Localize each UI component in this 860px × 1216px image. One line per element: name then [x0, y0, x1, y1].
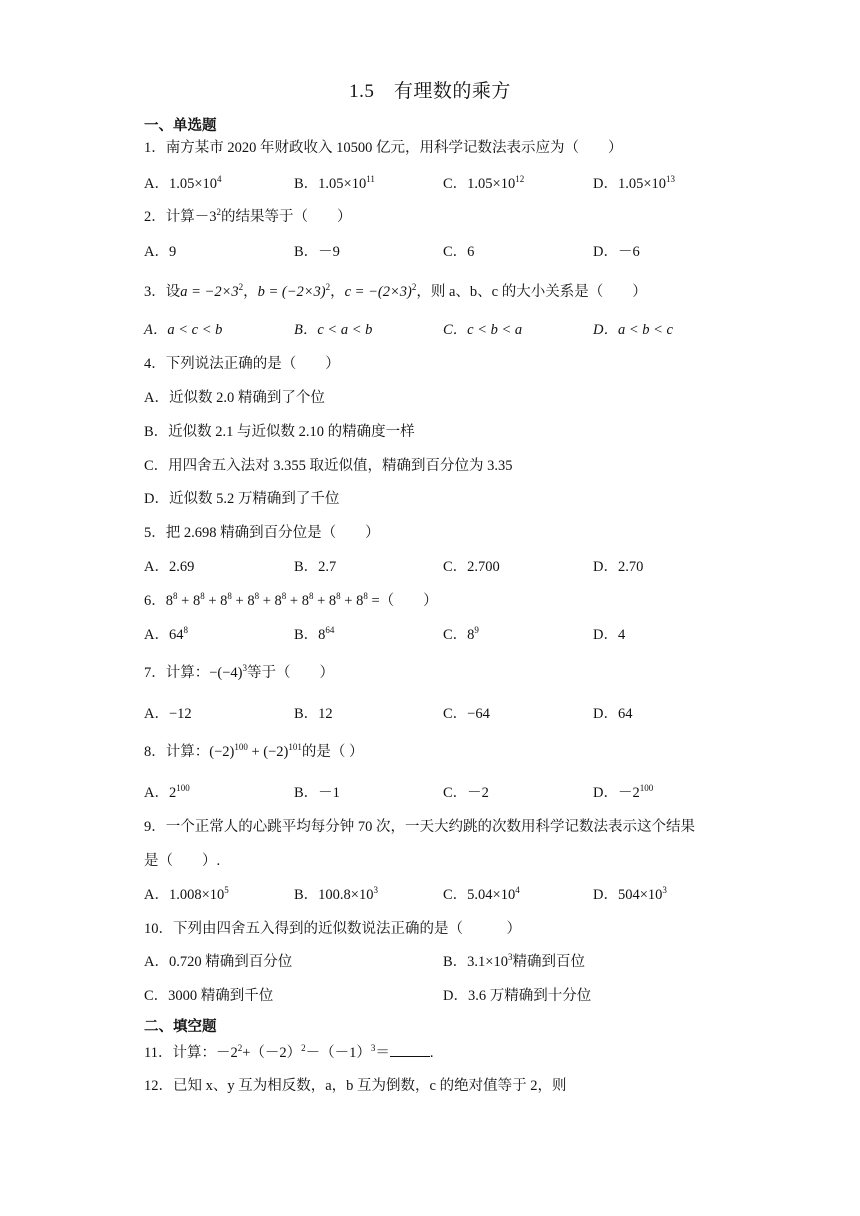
- question-9-stem-line-1: 9．一个正常人的心跳平均每分钟 70 次，一天大约跳的次数用科学记数法表示这个结果: [144, 819, 695, 835]
- question-3-stem: 3．设$a = -2\times 3^2$，$b = (-2\times 3)^2$，$c = -(2\times 3)^2$，则 a、b、c 的大小关系是（ ）: [144, 282, 647, 300]
- question-9-option-a[interactable]: A．$1.008\times 10^5$: [144, 885, 229, 903]
- question-9-stem-line-2: 是（ ）.: [144, 853, 221, 869]
- question-5-option-b[interactable]: B．2.7: [294, 559, 337, 575]
- question-4-option-c[interactable]: C．用四舍五入法对 3.355 取近似值，精确到百分位为 3.35: [144, 458, 513, 474]
- question-7-option-a[interactable]: A．−12: [144, 706, 192, 722]
- question-8-option-d[interactable]: D．$-2^{100}$: [593, 783, 654, 801]
- question-1-option-a[interactable]: A．$1.05\times 10^4$: [144, 174, 222, 192]
- power-exponent: 8: [254, 591, 260, 602]
- question-4-option-d[interactable]: D．近似数 5.2 万精确到了千位: [144, 491, 340, 507]
- question-10-option-b[interactable]: B．$3.1\times 10^3$精确到百位: [443, 952, 585, 970]
- power-exponent: 8: [173, 591, 178, 602]
- question-5-stem: 5．把 2.698 精确到百分位是（ ）: [144, 525, 380, 541]
- question-7-option-b[interactable]: B．12: [294, 706, 333, 722]
- section-heading-fill-in: 二、填空题: [144, 1019, 217, 1035]
- question-2-option-a[interactable]: A．9: [144, 244, 177, 260]
- power-base: 8: [356, 593, 364, 609]
- question-9-option-b[interactable]: B．$100.8\times 10^3$: [294, 885, 378, 903]
- power-base: 8: [328, 593, 337, 609]
- question-3-option-a[interactable]: A．a < c < b: [144, 322, 223, 338]
- question-10-option-c[interactable]: C．3000 精确到千位: [144, 988, 274, 1004]
- power-exponent: 8: [308, 591, 314, 602]
- question-7-option-c[interactable]: C．−64: [443, 706, 490, 722]
- question-5-option-a[interactable]: A．2.69: [144, 559, 195, 575]
- question-4-stem: 4．下列说法正确的是（ ）: [144, 356, 340, 372]
- power-base: 8: [274, 593, 282, 609]
- power-base: 8: [301, 593, 309, 609]
- power-base: 8: [192, 593, 201, 609]
- question-4-option-a[interactable]: A．近似数 2.0 精确到了个位: [144, 390, 325, 406]
- power-exponent: 8: [227, 591, 232, 602]
- question-10-option-a[interactable]: A．0.720 精确到百分位: [144, 954, 293, 970]
- question-5-option-c[interactable]: C．2.700: [443, 559, 500, 575]
- power-base: 8: [220, 593, 228, 609]
- question-6-option-a[interactable]: A．$64^8$: [144, 625, 188, 643]
- question-11-answer-blank[interactable]: [390, 1042, 430, 1057]
- question-6-sum-expression: [166, 593, 368, 609]
- question-12-stem: 12．已知 x、y 互为相反数，a，b 互为倒数，c 的绝对值等于 2，则: [144, 1078, 567, 1094]
- question-6-stem: 6．$8^8 + 8^8 + 8^8 + 8^8 + 8^8 + 8^8 + 8^8 + 8^8$ =（ ）: [144, 591, 438, 609]
- question-7-stem: 7．计算：$-(-4)^3$等于（ ）: [144, 663, 335, 681]
- question-3-option-c[interactable]: C．c < b < a: [443, 322, 523, 338]
- question-7-option-d[interactable]: D．64: [593, 706, 633, 722]
- question-1-option-c[interactable]: C．$1.05\times 10^{12}$: [443, 174, 525, 192]
- question-8-option-b[interactable]: B．－1: [294, 785, 340, 801]
- page-title: 1.5 有理数的乘方: [349, 81, 511, 102]
- question-3-option-d[interactable]: D．a < b < c: [593, 322, 673, 338]
- question-10-option-d[interactable]: D．3.6 万精确到十分位: [443, 988, 592, 1004]
- power-exponent: 8: [281, 591, 287, 602]
- power-exponent: 8: [200, 591, 205, 602]
- question-2-option-c[interactable]: C．6: [443, 244, 475, 260]
- plus-sign: +: [340, 593, 357, 609]
- plus-sign: +: [231, 593, 248, 609]
- question-6-option-b[interactable]: B．$8^{64}$: [294, 625, 335, 643]
- question-2-option-d[interactable]: D．－6: [593, 244, 640, 260]
- power-base: 8: [247, 593, 255, 609]
- plus-sign: +: [177, 593, 193, 609]
- plus-sign: +: [313, 593, 329, 609]
- question-4-option-b[interactable]: B．近似数 2.1 与近似数 2.10 的精确度一样: [144, 424, 415, 440]
- question-1-stem: 1．南方某市 2020 年财政收入 10500 亿元，用科学记数法表示应为（ ）: [144, 140, 623, 156]
- power-base: 8: [165, 593, 173, 609]
- question-6-option-d[interactable]: D．4: [593, 627, 626, 643]
- question-6-option-c[interactable]: C．$8^9$: [443, 625, 479, 643]
- question-2-option-b[interactable]: B．－9: [294, 244, 340, 260]
- question-8-stem: 8．计算：$(-2)^{100} + (-2)^{101}$的是（ ）: [144, 742, 364, 760]
- question-8-option-a[interactable]: A．$2^{100}$: [144, 783, 190, 801]
- power-exponent: 8: [363, 591, 368, 602]
- plus-sign: +: [204, 593, 221, 609]
- question-3-option-b[interactable]: B．c < a < b: [294, 322, 373, 338]
- question-1-option-d[interactable]: D．$1.05\times 10^{13}$: [593, 174, 676, 192]
- question-5-option-d[interactable]: D．2.70: [593, 559, 644, 575]
- question-9-option-d[interactable]: D．$504\times 10^3$: [593, 885, 667, 903]
- question-8-option-c[interactable]: C．－2: [443, 785, 489, 801]
- question-10-stem: 10．下列由四舍五入得到的近似数说法正确的是（ ）: [144, 921, 521, 937]
- question-1-option-b[interactable]: B．$1.05\times 10^{11}$: [294, 174, 375, 192]
- question-2-stem: 2．计算$-3^2$的结果等于（ ）: [144, 207, 352, 225]
- plus-sign: +: [286, 593, 302, 609]
- section-heading-single-choice: 一、单选题: [144, 118, 217, 134]
- plus-sign: +: [259, 593, 275, 609]
- question-9-option-c[interactable]: C．$5.04\times 10^4$: [443, 885, 520, 903]
- power-exponent: 8: [336, 591, 341, 602]
- question-11-stem: 11．计算：$-2^2+(-2)^2-(-1)^3=$ .: [144, 1043, 434, 1061]
